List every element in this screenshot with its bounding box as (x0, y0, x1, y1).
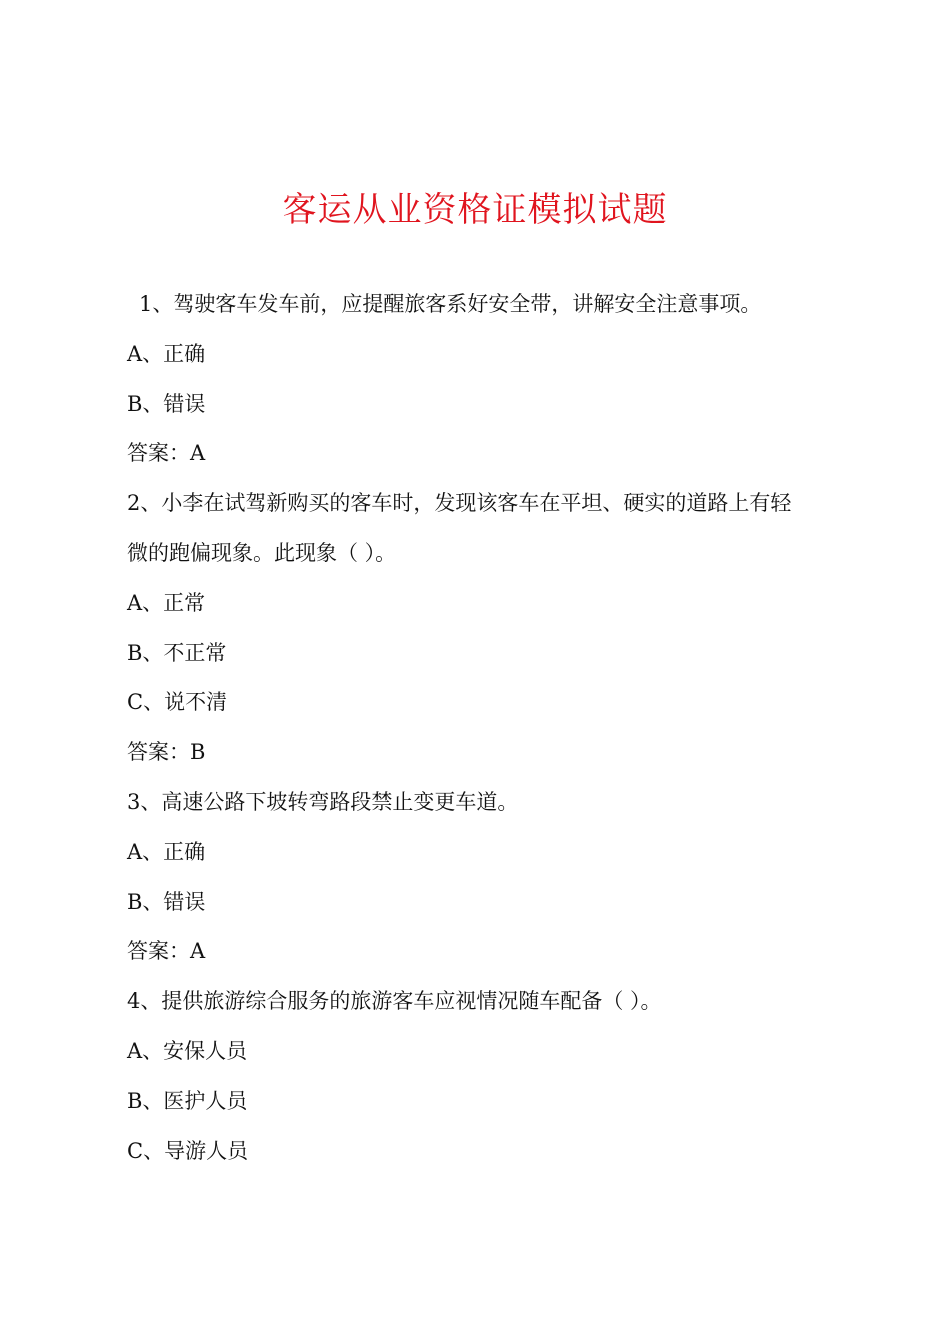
question-3-answer: 答案：A (127, 939, 206, 964)
question-1-answer: 答案：A (127, 441, 206, 466)
question-1-stem: 1、驾驶客车发车前，应提醒旅客系好安全带，讲解安全注意事项。 (139, 292, 762, 316)
question-1-option-a: A、正确 (127, 341, 206, 366)
question-2-option-a: A、正常 (127, 590, 206, 615)
question-list (127, 280, 837, 1176)
question-3-option-b: B、错误 (127, 889, 206, 914)
question-4-option-a: A、安保人员 (127, 1038, 248, 1063)
question-2-option-b: B、不正常 (127, 640, 227, 665)
question-4-stem: 4、提供旅游综合服务的旅游客车应视情况随车配备（ ）。 (127, 989, 662, 1014)
question-2-stem-line-1: 2、小李在试驾新购买的客车时，发现该客车在平坦、硬实的道路上有轻 (127, 491, 792, 516)
question-1-option-b: B、错误 (127, 391, 206, 416)
question-4-option-b: B、医护人员 (127, 1088, 248, 1113)
question-2-answer: 答案：B (127, 740, 206, 765)
question-2-option-c: C、说不清 (127, 690, 228, 715)
question-4-option-c: C、导游人员 (127, 1138, 249, 1163)
question-3-stem: 3、高速公路下坡转弯路段禁止变更车道。 (127, 789, 519, 814)
question-2-stem-line-2: 微的跑偏现象。此现象（ ）。 (127, 540, 397, 565)
page-title: 客运从业资格证模拟试题 (282, 190, 668, 230)
question-3-option-a: A、正确 (127, 839, 206, 864)
